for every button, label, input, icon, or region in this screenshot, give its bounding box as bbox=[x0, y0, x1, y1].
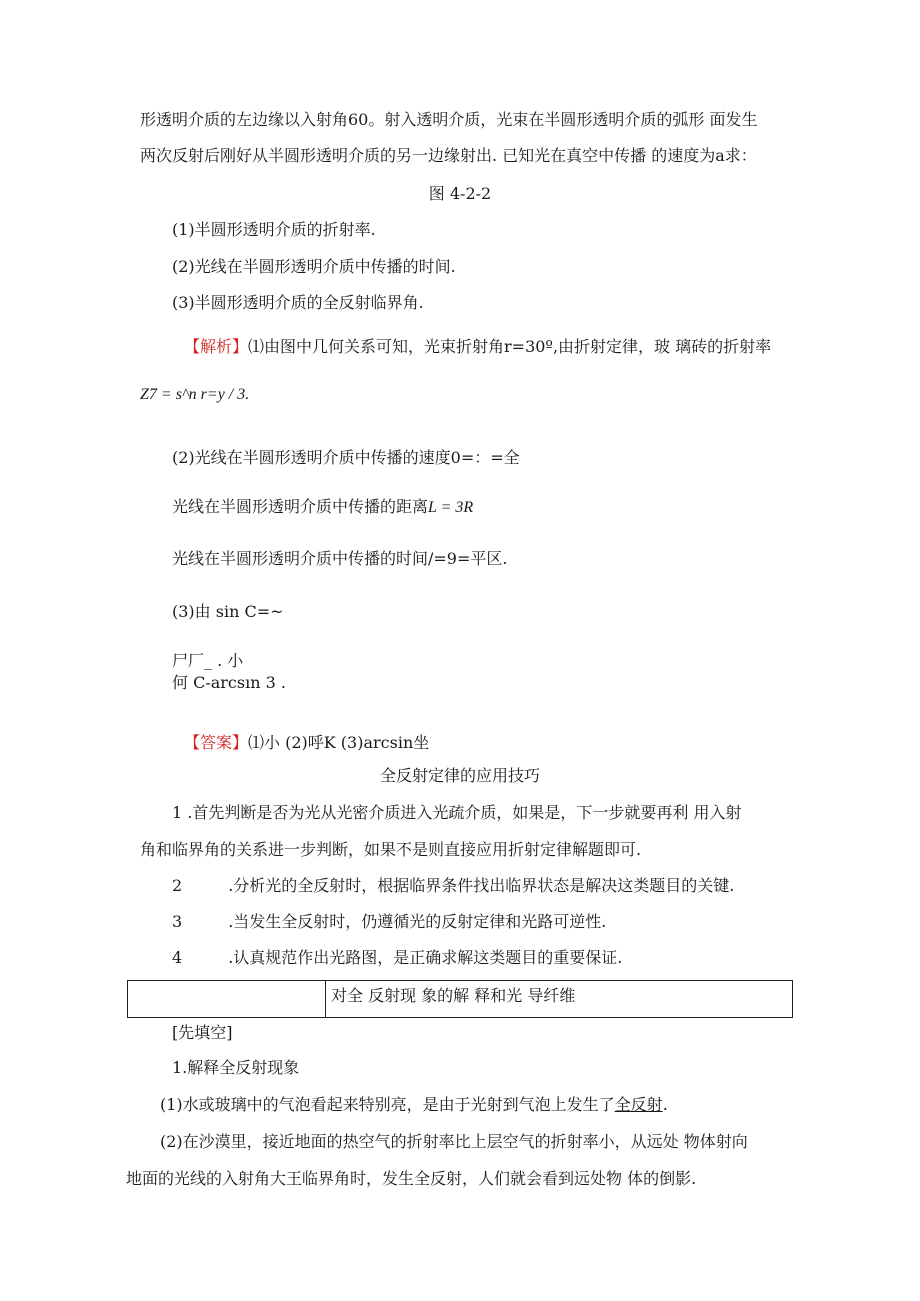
fill-in-paragraph-2-line-2: 地面的光线的入射角大王临界角时，发生全反射，人们就会看到远处物 体的倒影. bbox=[126, 1169, 697, 1188]
answer-tag: 【答案】 bbox=[184, 733, 249, 752]
fill-in-p1-answer: 全反射 bbox=[614, 1095, 663, 1114]
intro-line-2: 两次反射后刚好从半圆形透明介质的另一边缘射出. 已知光在真空中传播 的速度为a求： bbox=[140, 146, 757, 165]
analysis-tag: 【解析】 bbox=[184, 337, 249, 356]
question-2: (2)光线在半圆形透明介质中传播的时间. bbox=[172, 257, 456, 276]
section-header-table bbox=[127, 980, 793, 1018]
analysis-line-6: (3)由 sin C=~ bbox=[172, 602, 284, 621]
analysis-line-4 bbox=[172, 496, 473, 519]
tips-item-2-text: .分析光的全反射时，根据临界条件找出临界状态是解决这类题目的关键. bbox=[228, 876, 735, 895]
tips-item-4 bbox=[172, 947, 622, 969]
fill-in-p1-suffix: . bbox=[662, 1095, 668, 1114]
tips-item-2 bbox=[172, 875, 734, 897]
fill-in-paragraph-1 bbox=[160, 1094, 668, 1116]
fill-in-heading: 1.解释全反射现象 bbox=[172, 1058, 300, 1077]
tips-item-4-text: .认真规范作出光路图，是正确求解这类题目的重要保证. bbox=[228, 948, 623, 967]
section-header-cell: 对全 反射现 象的解 释和光 导纤维 bbox=[331, 986, 576, 1005]
answer-text: ⑴小 (2)呼K (3)arcsin坐 bbox=[248, 733, 430, 752]
tips-item-1-line-2: 角和临界角的关系进一步判断，如果不是则直接应用折射定律解题即可. bbox=[140, 840, 642, 859]
tips-title: 全反射定律的应用技巧 bbox=[379, 766, 540, 785]
tips-item-3-number: 3 bbox=[172, 912, 183, 931]
fill-in-p1-prefix: (1)水或玻璃中的气泡看起来特别亮，是由于光射到气泡上发生了 bbox=[160, 1095, 615, 1114]
tips-item-4-number: 4 bbox=[172, 948, 183, 967]
fill-in-tag: [先填空] bbox=[172, 1023, 233, 1042]
analysis-line-4-formula: L = 3R bbox=[428, 499, 474, 516]
answer-line bbox=[184, 732, 429, 754]
analysis-line-8: 何 C-arcsın 3 . bbox=[172, 673, 286, 692]
tips-item-2-number: 2 bbox=[172, 876, 183, 895]
analysis-line-2: Z7 = s^n r=y / 3. bbox=[140, 386, 250, 403]
question-1: (1)半圆形透明介质的折射率. bbox=[172, 220, 376, 239]
analysis-line-5: 光线在半圆形透明介质中传播的时间/=9=平区. bbox=[172, 549, 508, 568]
analysis-text-1: ⑴由图中几何关系可知，光束折射角r=30º,由折射定律，玻 璃砖的折射率 bbox=[248, 337, 772, 356]
analysis-line-3: (2)光线在半圆形透明介质中传播的速度0=：=全 bbox=[172, 448, 520, 467]
analysis-line-7: 尸厂_ . 小 bbox=[172, 651, 244, 670]
fill-in-paragraph-2-line-1: (2)在沙漠里，接近地面的热空气的折射率比上层空气的折射率小，从远处 物体射向 bbox=[160, 1132, 748, 1151]
tips-item-3-text: .当发生全反射时，仍遵循光的反射定律和光路可逆性. bbox=[228, 912, 607, 931]
tips-item-3 bbox=[172, 911, 606, 933]
figure-caption: 图 4-2-2 bbox=[428, 184, 492, 203]
intro-line-1: 形透明介质的左边缘以入射角60。射入透明介质，光束在半圆形透明介质的弧形 面发生 bbox=[140, 110, 758, 129]
tips-item-1-line-1: 1 .首先判断是否为光从光密介质进入光疏介质，如果是，下一步就要再利 用入射 bbox=[172, 803, 742, 822]
analysis-line-1 bbox=[184, 336, 771, 358]
analysis-line-4-prefix: 光线在半圆形透明介质中传播的距离 bbox=[172, 497, 429, 516]
table-divider bbox=[325, 981, 326, 1017]
question-3: (3)半圆形透明介质的全反射临界角. bbox=[172, 293, 424, 312]
